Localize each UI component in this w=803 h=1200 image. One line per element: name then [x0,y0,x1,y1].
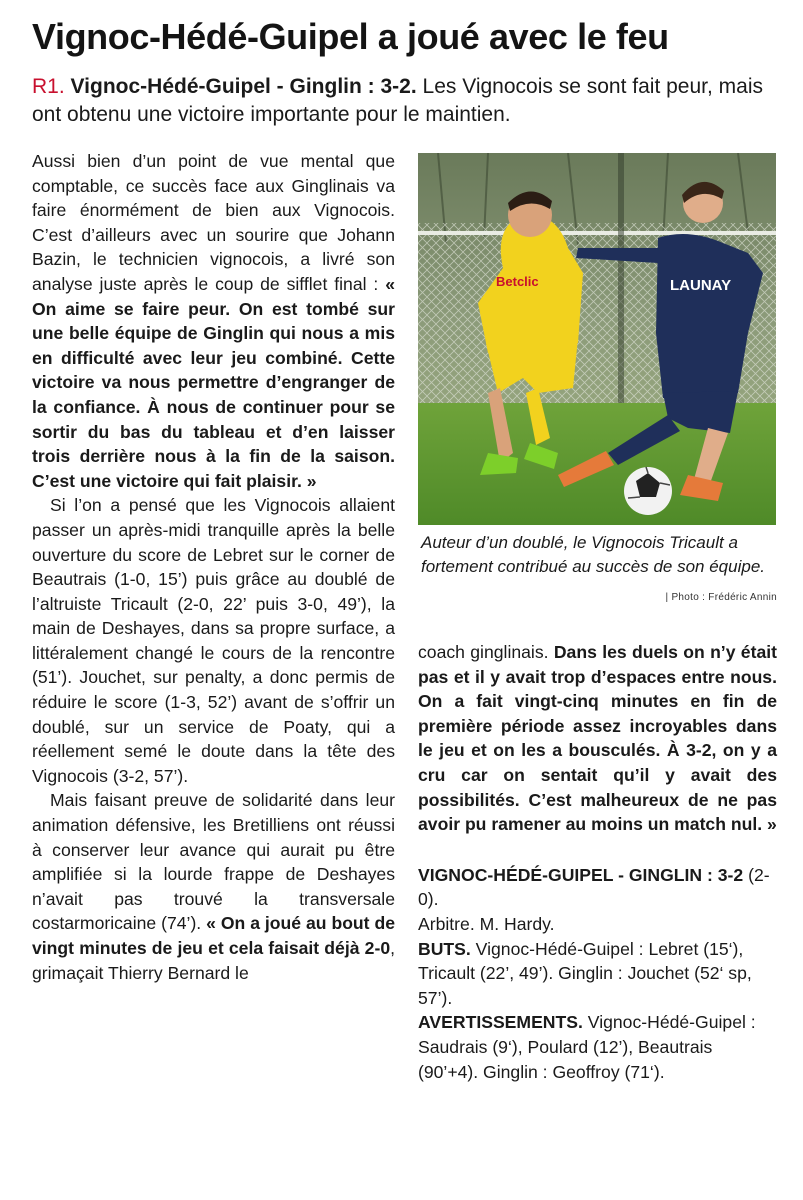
ball-icon [624,467,672,515]
column-right [418,640,777,1084]
photo-caption [421,531,777,610]
match-label: Vignoc-Hédé-Guipel - Ginglin : 3-2. [70,75,417,98]
paragraph-3 [32,788,395,985]
paragraph-3-tail: , grimaçait Thierry Bernard le [32,938,395,983]
results-box [418,863,777,1084]
results-warnings [418,1010,777,1084]
results-score: 3-2 [717,864,744,885]
warnings-label: AVERTISSEMENTS. [418,1012,583,1033]
paragraph-1-text: Aussi bien d’un point de vue mental que comptable, ce succès face aux Ginglinais va faire énormément de bien aux Vignocois. C’est d’ailleurs avec un sourire que Johann Bazin, le technicien vignocois, a livré son analyse juste après le coup de sifflet final : [32,151,395,294]
photo-credit: | Photo : Frédéric Annin [665,592,777,603]
paragraph-4-quote: Dans les duels on n’y était pas et il y avait trop d’espaces entre nous. On a fait vingt-cinq minutes en fin de première période assez incroyables dans le jeu et on les a bousculés. À 3-2, on y a cru car on sentait qu’il y avait des possibilités. C’est malheureux de ne pas avoir pu ramener au moins un match nul. » [418,642,777,835]
caption-text: Auteur d’un doublé, le Vignocois Tricault a fortement contribué au succès de son équipe. [421,533,765,576]
paragraph-1 [32,149,395,493]
paragraph-3-quote: « On a joué au bout de vingt minutes de jeu et cela faisait déjà 2-0 [32,913,395,958]
paragraph-2: Si l’on a pensé que les Vignocois allaient passer un après-midi tranquille après la belle ouverture du score de Lebret sur le corner de Beautrais (1-0, 15’) puis grâce au doublé de l’altruiste Tricault (2-0, 22’ puis 3-0, 49’), la main de Deshayes, dans sa propre surface, a littéralement changé le cours de la rencontre (51’). Jouchet, sur penalty, a donc permis de réduire le score (1-3, 52’) avant de s’offrir un doublé, sur un service de Poaty, qui a réellement semé le doute dans la tête des Vignocois (3-2, 57’). [32,495,395,786]
paragraph-1-quote: « On aime se faire peur. On est tombé sur une belle équipe de Ginglin qui nous a mis en difficulté avec leur jeu combiné. Cette victoire va nous permettre d’engranger de la confiance. À nous de continuer pour se sortir du bas du tableau et d’en laisser trois derrière nous à la fin de la saison. C’est une victoire qui fait plaisir. » [32,273,396,491]
match-photo [418,153,776,525]
paragraph-4-start: coach ginglinais. [418,642,549,662]
goals-label: BUTS. [418,938,471,959]
warnings-text: Vignoc-Hédé-Guipel : Saudrais (9‘), Poulard (12’), Beautrais (90’+4). Ginglin : Geoffroy (71‘). [418,1012,756,1082]
column-left [32,149,395,985]
results-goals [418,937,777,1011]
paragraph-3-text: Mais faisant preuve de solidarité dans leur animation défensive, les Bretilliens ont réussi à conserver leur avance qui aurait pu être amplifiée si la lourde frappe de Deshayes n’avait pas trouvé la transversale costarmoricaine (74’). [32,790,395,934]
paragraph-4 [418,640,777,837]
lede-summary: Les Vignocois se sont fait peur, mais ont obtenu une victoire importante pour le maintien. [32,75,763,126]
sponsor-label: Betclic [496,274,539,289]
results-referee: Arbitre. M. Hardy. [418,913,555,934]
category-label: R1. [32,75,65,98]
lede [32,73,787,129]
headline: Vignoc-Hédé-Guipel a joué avec le feu [32,16,669,57]
results-header [418,863,777,912]
goals-text: Vignoc-Hédé-Guipel : Lebret (15‘), Tricault (22’, 49’). Ginglin : Jouchet (52‘ sp, 57’). [418,938,752,1008]
results-title: VIGNOC-HÉDÉ-GUIPEL - GINGLIN : [418,864,713,885]
shirt-label: LAUNAY [670,277,732,294]
results-halftime: (2-0). [418,864,770,910]
